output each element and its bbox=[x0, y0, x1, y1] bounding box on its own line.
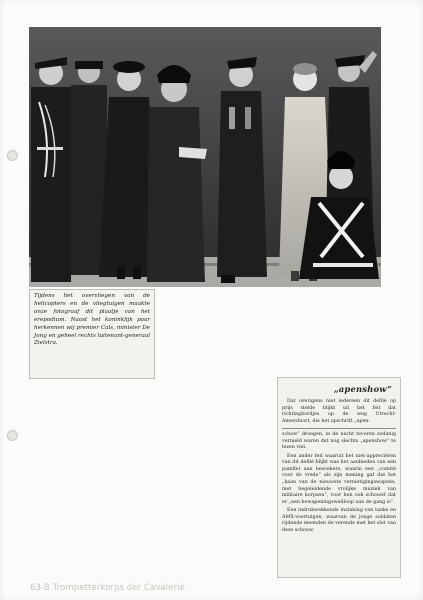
photo-caption bbox=[29, 289, 155, 379]
archive-label: 63-B Trompetterkorps der Cavalerie bbox=[30, 583, 185, 593]
article-paragraph: Een indrukwekkende inzinking van tanks en AMX-voertuigen, waarvan de jonge soldaten rijdende meenden de verende met het slot van deze schouw. bbox=[282, 508, 396, 533]
column-divider bbox=[282, 428, 396, 429]
newspaper-photo bbox=[29, 27, 381, 287]
article-clipping bbox=[277, 377, 401, 578]
punch-hole bbox=[7, 430, 18, 441]
article-paragraph: Een ander feit waaruit het niet-appreciëren van dit defilé blijkt was het aanbieden van een pamflet aan bezoekers, waarin een „comité voor de vrede” als zijn mening gaf dat het „kaan van de nieuwste vernietigingswapens, met begeleidende vrolijke muziek van militaire korpsen”, voor hen ook schouwt dat er „een bewapeningswedloop aan de gang is”. bbox=[282, 453, 396, 505]
article-paragraph: schow” droegen, in de nacht tevoren zodanig vernield waren dat nog slechts „apenshow” te lezen viel. bbox=[282, 432, 396, 451]
article-paragraph: Dat overigens niet iedereen dit defilé op prijs stelde blijkt uit het feit dat richtingbordjes op de weg Utrecht-Amersfoort, die het opschrift „apen- bbox=[282, 399, 396, 424]
photo-illustration bbox=[29, 27, 381, 287]
punch-hole bbox=[7, 150, 18, 161]
caption-text: Tijdens het overvliegen van de helicopters en de vliegtuigen maakte onze fotograaf dit plaatje van het erepodium. Naast het koninklijk paar herkennen wij premier Cals, minister De Jong en geheel rechts luitenant-generaal Zielstra. bbox=[34, 293, 150, 347]
article-headline: „apenshow” bbox=[333, 384, 392, 394]
officer-left bbox=[31, 57, 71, 282]
